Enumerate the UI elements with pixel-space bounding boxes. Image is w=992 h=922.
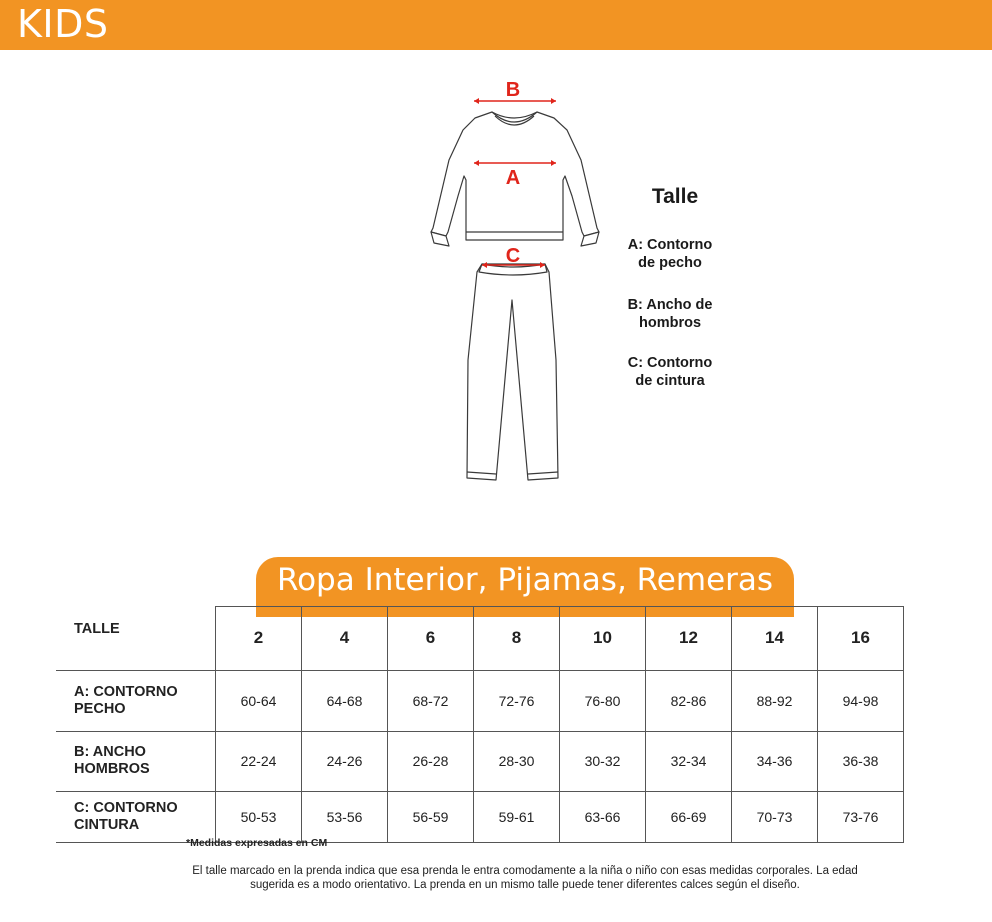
- table-cell: 73-76: [818, 791, 904, 842]
- size-header: 14: [732, 607, 818, 671]
- legend-title: Talle: [651, 185, 699, 208]
- size-table: [56, 606, 904, 843]
- table-cell: 24-26: [302, 731, 388, 791]
- table-cell: 50-53: [216, 791, 302, 842]
- table-header-row: [56, 607, 904, 671]
- size-header: 12: [646, 607, 732, 671]
- table-cell: 82-86: [646, 670, 732, 731]
- size-header: 16: [818, 607, 904, 671]
- size-header: 2: [216, 607, 302, 671]
- footnote: *Medidas expresadas en CM: [186, 837, 328, 849]
- table-cell: 64-68: [302, 670, 388, 731]
- table-cell: 76-80: [560, 670, 646, 731]
- size-header: 4: [302, 607, 388, 671]
- table-cell: 60-64: [216, 670, 302, 731]
- table-cell: 68-72: [388, 670, 474, 731]
- table-cell: 70-73: [732, 791, 818, 842]
- table-cell: 63-66: [560, 791, 646, 842]
- table-cell: 34-36: [732, 731, 818, 791]
- table-row: [56, 731, 904, 791]
- header-label: TALLE: [56, 607, 216, 671]
- pants-outline: [467, 264, 558, 480]
- table-row: [56, 670, 904, 731]
- size-header: 8: [474, 607, 560, 671]
- legend-item-a: A: Contorno de pecho: [627, 237, 713, 271]
- disclaimer: El talle marcado en la prenda indica que esa prenda le entra comodamente a la niña o niño con esas medidas corporales. La edad sugerida es a modo orientativo. La prenda en un mismo talle puede tener diferentes calces según el diseño.: [192, 865, 858, 891]
- page-title: KIDS: [17, 2, 109, 46]
- label-b: B: [505, 79, 521, 101]
- table-row: [56, 791, 904, 842]
- table-cell: 22-24: [216, 731, 302, 791]
- table-cell: 32-34: [646, 731, 732, 791]
- legend-item-b: B: Ancho de hombros: [627, 297, 713, 331]
- size-header: 10: [560, 607, 646, 671]
- table-cell: 72-76: [474, 670, 560, 731]
- header-bar: [0, 0, 992, 50]
- table-cell: 56-59: [388, 791, 474, 842]
- table-cell: 28-30: [474, 731, 560, 791]
- table-cell: 94-98: [818, 670, 904, 731]
- label-c: C: [505, 245, 521, 267]
- label-a: A: [505, 167, 521, 189]
- category-banner-title: Ropa Interior, Pijamas, Remeras: [276, 562, 774, 598]
- table-cell: 66-69: [646, 791, 732, 842]
- garment-diagram: [420, 70, 610, 490]
- table-cell: 53-56: [302, 791, 388, 842]
- legend-item-c: C: Contorno de cintura: [627, 355, 713, 389]
- table-cell: 26-28: [388, 731, 474, 791]
- table-cell: 88-92: [732, 670, 818, 731]
- row-label-shoulders: B: ANCHO HOMBROS: [56, 731, 216, 791]
- table-cell: 30-32: [560, 731, 646, 791]
- row-label-waist: C: CONTORNO CINTURA: [56, 791, 216, 842]
- table-cell: 59-61: [474, 791, 560, 842]
- row-label-chest: A: CONTORNO PECHO: [56, 670, 216, 731]
- size-header: 6: [388, 607, 474, 671]
- table-cell: 36-38: [818, 731, 904, 791]
